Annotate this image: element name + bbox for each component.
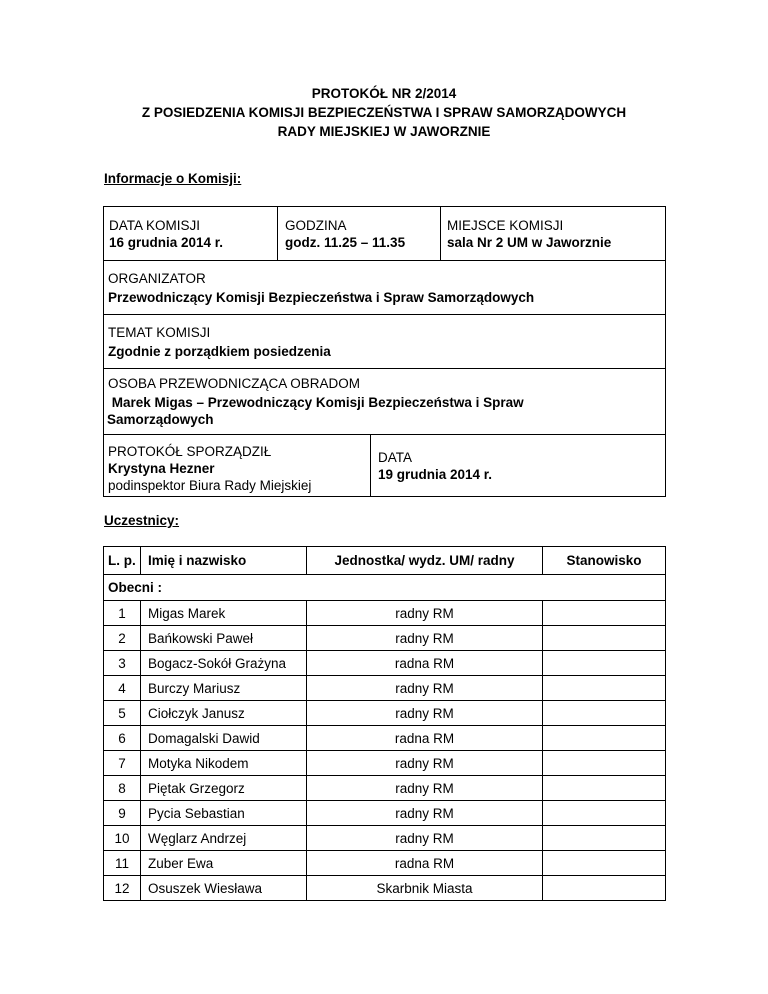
cell-name: Piętak Grzegorz [140,775,307,801]
cell-name: Pycia Sebastian [140,800,307,826]
cell-unit: radny RM [306,700,543,726]
doc-title-line3: RADY MIEJSKIEJ W JAWORZNIE [277,124,491,139]
minutes-name: Krystyna Hezner [108,461,215,476]
cell-unit: radna RM [306,725,543,751]
cell-position [542,600,666,626]
chair-value-line2: Samorządowych [107,412,214,427]
cell-unit: radny RM [306,800,543,826]
date-box [103,206,278,261]
organizer-value: Przewodniczący Komisji Bezpieczeństwa i Spraw Samorządowych [108,290,535,305]
cell-name: Bogacz-Sokół Grażyna [140,650,307,676]
cell-no: 11 [103,850,141,876]
cell-no: 9 [103,800,141,826]
topic-value: Zgodnie z porządkiem posiedzenia [108,344,331,359]
cell-no: 6 [103,725,141,751]
col-header-unit: Jednostka/ wydz. UM/ radny [306,546,543,575]
minutes-label: PROTOKÓŁ SPORZĄDZIŁ [108,444,272,459]
minutes-date-value: 19 grudnia 2014 r. [378,467,493,482]
present-label: Obecni : [103,574,666,601]
minutes-date-label: DATA [378,450,413,465]
minutes-box [103,434,371,497]
date-value: 16 grudnia 2014 r. [109,235,224,250]
cell-name: Bańkowski Paweł [140,625,307,651]
cell-no: 3 [103,650,141,676]
organizer-box [103,260,666,315]
time-box [277,206,441,261]
minutes-date-box [370,434,666,497]
date-label: DATA KOMISJI [109,218,201,233]
time-label: GODZINA [285,218,347,233]
cell-name: Węglarz Andrzej [140,825,307,851]
cell-unit: radny RM [306,675,543,701]
cell-position [542,875,666,901]
minutes-role: podinspektor Biura Rady Miejskiej [108,478,312,493]
cell-unit: radny RM [306,625,543,651]
cell-no: 7 [103,750,141,776]
cell-position [542,850,666,876]
cell-unit: radny RM [306,750,543,776]
place-box [440,206,666,261]
cell-position [542,700,666,726]
cell-unit: radny RM [306,775,543,801]
place-label: MIEJSCE KOMISJI [447,218,564,233]
cell-name: Osuszek Wiesława [140,875,307,901]
cell-unit: radna RM [306,650,543,676]
cell-position [542,725,666,751]
cell-unit: radna RM [306,850,543,876]
organizer-label: ORGANIZATOR [108,271,206,286]
cell-no: 12 [103,875,141,901]
cell-position [542,625,666,651]
cell-name: Domagalski Dawid [140,725,307,751]
col-header-position: Stanowisko [542,546,666,575]
cell-name: Migas Marek [140,600,307,626]
cell-no: 1 [103,600,141,626]
topic-box [103,314,666,369]
cell-position [542,800,666,826]
cell-name: Motyka Nikodem [140,750,307,776]
cell-no: 2 [103,625,141,651]
topic-label: TEMAT KOMISJI [108,325,211,340]
cell-no: 4 [103,675,141,701]
cell-name: Burczy Mariusz [140,675,307,701]
chair-box [103,368,666,435]
chair-label: OSOBA PRZEWODNICZĄCA OBRADOM [108,376,361,391]
cell-no: 8 [103,775,141,801]
col-header-name: Imię i nazwisko [140,546,307,575]
cell-name: Zuber Ewa [140,850,307,876]
cell-no: 5 [103,700,141,726]
chair-value-line1: Marek Migas – Przewodniczący Komisji Bezpieczeństwa i Spraw [108,395,524,410]
doc-title-line1: PROTOKÓŁ NR 2/2014 [311,86,457,101]
cell-no: 10 [103,825,141,851]
participants-heading: Uczestnicy: [104,513,180,528]
info-heading: Informacje o Komisji: [104,171,242,186]
doc-title-line2: Z POSIEDZENIA KOMISJI BEZPIECZEŃSTWA I SPRAW SAMORZĄDOWYCH [141,105,627,120]
cell-position [542,775,666,801]
col-header-no: L. p. [103,546,141,575]
cell-position [542,825,666,851]
place-value: sala Nr 2 UM w Jaworznie [447,235,612,250]
cell-unit: radny RM [306,825,543,851]
time-value: godz. 11.25 – 11.35 [285,235,406,250]
cell-name: Ciołczyk Janusz [140,700,307,726]
cell-position [542,675,666,701]
cell-position [542,750,666,776]
cell-position [542,650,666,676]
cell-unit: Skarbnik Miasta [306,875,543,901]
cell-unit: radny RM [306,600,543,626]
